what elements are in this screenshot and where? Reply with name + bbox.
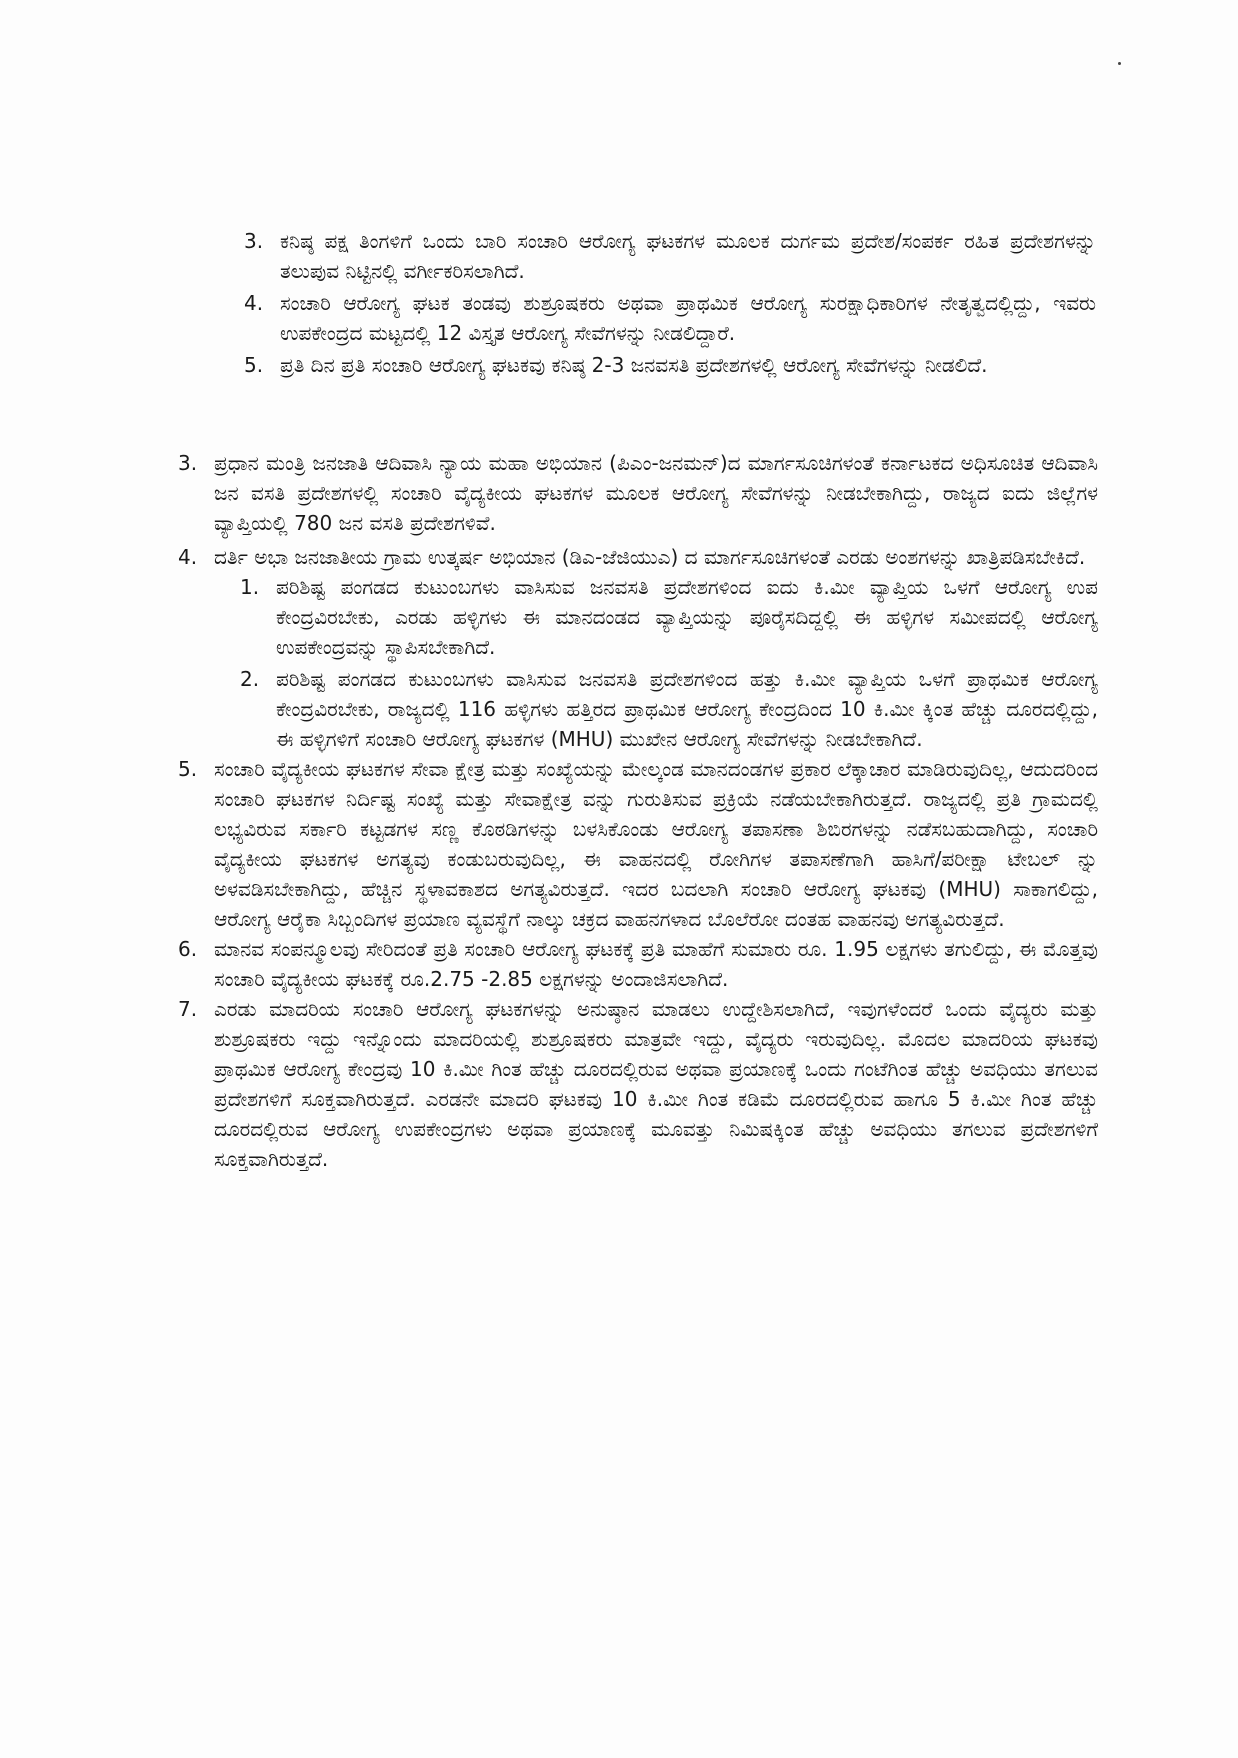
list-item bbox=[178, 754, 1098, 934]
list-item bbox=[244, 226, 1096, 286]
item-number: 3. bbox=[178, 451, 198, 475]
item-text: ಕನಿಷ್ಠ ಪಕ್ಷ ತಿಂಗಳಿಗೆ ಒಂದು ಬಾರಿ ಸಂಚಾರಿ ಆರೋಗ್ಯ ಘಟಕಗಳ ಮೂಲಕ ದುರ್ಗಮ ಪ್ರದೇಶ/ಸಂಪರ್ಕ ರಹಿತ ಪ್ರದೇಶಗಳನ್ನು ತಲುಪುವ ನಿಟ್ಟಿನಲ್ಲಿ ವರ್ಗೀಕರಿಸಲಾಗಿದೆ. bbox=[280, 229, 1096, 283]
item-number: 6. bbox=[178, 937, 198, 961]
list-item bbox=[178, 448, 1098, 538]
item-number: 3. bbox=[244, 229, 264, 253]
list-item bbox=[178, 934, 1098, 994]
item-text: ಪ್ರಧಾನ ಮಂತ್ರಿ ಜನಜಾತಿ ಆದಿವಾಸಿ ನ್ಯಾಯ ಮಹಾ ಅಭಿಯಾನ (ಪಿಎಂ-ಜನಮನ್)ದ ಮಾರ್ಗಸೂಚಿಗಳಂತೆ ಕರ್ನಾಟಕದ ಅಧಿಸೂಚಿತ ಆದಿವಾಸಿ ಜನ ವಸತಿ ಪ್ರದೇಶಗಳಲ್ಲಿ ಸಂಚಾರಿ ವೈದ್ಯಕೀಯ ಘಟಕಗಳ ಮೂಲಕ ಆರೋಗ್ಯ ಸೇವೆಗಳನ್ನು ನೀಡಬೇಕಾಗಿದ್ದು, ರಾಜ್ಯದ ಐದು ಜಿಲ್ಲೆಗಳ ವ್ಯಾಪ್ತಿಯಲ್ಲಿ 780 ಜನ ವಸತಿ ಪ್ರದೇಶಗಳಿವೆ. bbox=[214, 451, 1098, 535]
item-number: 1. bbox=[240, 575, 260, 599]
main-list bbox=[178, 448, 1098, 1174]
top-sublist bbox=[244, 226, 1096, 380]
list-item bbox=[240, 572, 1098, 662]
list-item bbox=[178, 994, 1098, 1174]
item4-sublist bbox=[240, 572, 1098, 754]
item-text: ಸಂಚಾರಿ ವೈದ್ಯಕೀಯ ಘಟಕಗಳ ಸೇವಾ ಕ್ಷೇತ್ರ ಮತ್ತು ಸಂಖ್ಯೆಯನ್ನು ಮೇಲ್ಕಂಡ ಮಾನದಂಡಗಳ ಪ್ರಕಾರ ಲೆಕ್ಕಾಚಾರ ಮಾಡಿರುವುದಿಲ್ಲ, ಆದುದರಿಂದ ಸಂಚಾರಿ ಘಟಕಗಳ ನಿರ್ದಿಷ್ಟ ಸಂಖ್ಯೆ ಮತ್ತು ಸೇವಾಕ್ಷೇತ್ರ ವನ್ನು ಗುರುತಿಸುವ ಪ್ರಕ್ರಿಯೆ ನಡೆಯಬೇಕಾಗಿರುತ್ತದೆ. ರಾಜ್ಯದಲ್ಲಿ ಪ್ರತಿ ಗ್ರಾಮದಲ್ಲಿ ಲಭ್ಯವಿರುವ ಸರ್ಕಾರಿ ಕಟ್ಟಡಗಳ ಸಣ್ಣ ಕೊಠಡಿಗಳನ್ನು ಬಳಸಿಕೊಂಡು ಆರೋಗ್ಯ ತಪಾಸಣಾ ಶಿಬಿರಗಳನ್ನು ನಡೆಸಬಹುದಾಗಿದ್ದು, ಸಂಚಾರಿ ವೈದ್ಯಕೀಯ ಘಟಕಗಳ ಅಗತ್ಯವು ಕಂಡುಬರುವುದಿಲ್ಲ, ಈ ವಾಹನದಲ್ಲಿ ರೋಗಿಗಳ ತಪಾಸಣೆಗಾಗಿ ಹಾಸಿಗೆ/ಪರೀಕ್ಷಾ ಟೇಬಲ್ ನ್ನು ಅಳವಡಿಸಬೇಕಾಗಿದ್ದು, ಹೆಚ್ಚಿನ ಸ್ಥಳಾವಕಾಶದ ಅಗತ್ಯವಿರುತ್ತದೆ. ಇದರ ಬದಲಾಗಿ ಸಂಚಾರಿ ಆರೋಗ್ಯ ಘಟಕವು (MHU) ಸಾಕಾಗಲಿದ್ದು, ಆರೋಗ್ಯ ಆರೈಕಾ ಸಿಬ್ಬಂದಿಗಳ ಪ್ರಯಾಣ ವ್ಯವಸ್ಥೆಗೆ ನಾಲ್ಕು ಚಕ್ರದ ವಾಹನಗಳಾದ ಬೊಲೆರೋ ದಂತಹ ವಾಹನವು ಅಗತ್ಯವಿರುತ್ತದೆ. bbox=[214, 757, 1098, 931]
item-text: ಎರಡು ಮಾದರಿಯ ಸಂಚಾರಿ ಆರೋಗ್ಯ ಘಟಕಗಳನ್ನು ಅನುಷ್ಠಾನ ಮಾಡಲು ಉದ್ದೇಶಿಸಲಾಗಿದೆ, ಇವುಗಳೆಂದರೆ ಒಂದು ವೈದ್ಯರು ಮತ್ತು ಶುಶ್ರೂಷಕರು ಇದ್ದು ಇನ್ನೊಂದು ಮಾದರಿಯಲ್ಲಿ ಶುಶ್ರೂಷಕರು ಮಾತ್ರವೇ ಇದ್ದು, ವೈದ್ಯರು ಇರುವುದಿಲ್ಲ. ಮೊದಲ ಮಾದರಿಯ ಘಟಕವು ಪ್ರಾಥಮಿಕ ಆರೋಗ್ಯ ಕೇಂದ್ರವು 10 ಕಿ.ಮೀ ಗಿಂತ ಹೆಚ್ಚು ದೂರದಲ್ಲಿರುವ ಅಥವಾ ಪ್ರಯಾಣಕ್ಕೆ ಒಂದು ಗಂಟೆಗಿಂತ ಹೆಚ್ಚು ಅವಧಿಯು ತಗಲುವ ಪ್ರದೇಶಗಳಿಗೆ ಸೂಕ್ತವಾಗಿರುತ್ತದೆ. ಎರಡನೇ ಮಾದರಿ ಘಟಕವು 10 ಕಿ.ಮೀ ಗಿಂತ ಕಡಿಮೆ ದೂರದಲ್ಲಿರುವ ಹಾಗೂ 5 ಕಿ.ಮೀ ಗಿಂತ ಹೆಚ್ಚು ದೂರದಲ್ಲಿರುವ ಆರೋಗ್ಯ ಉಪಕೇಂದ್ರಗಳು ಅಥವಾ ಪ್ರಯಾಣಕ್ಕೆ ಮೂವತ್ತು ನಿಮಿಷಕ್ಕಿಂತ ಹೆಚ್ಚು ಅವಧಿಯು ತಗಲುವ ಪ್ರದೇಶಗಳಿಗೆ ಸೂಕ್ತವಾಗಿರುತ್ತದೆ. bbox=[214, 997, 1098, 1171]
item-text: ಮಾನವ ಸಂಪನ್ಮೂಲವು ಸೇರಿದಂತೆ ಪ್ರತಿ ಸಂಚಾರಿ ಆರೋಗ್ಯ ಘಟಕಕ್ಕೆ ಪ್ರತಿ ಮಾಹೆಗೆ ಸುಮಾರು ರೂ. 1.95 ಲಕ್ಷಗಳು ತಗುಲಿದ್ದು, ಈ ಮೊತ್ತವು ಸಂಚಾರಿ ವೈದ್ಯಕೀಯ ಘಟಕಕ್ಕೆ ರೂ.2.75 -2.85 ಲಕ್ಷಗಳನ್ನು ಅಂದಾಜಿಸಲಾಗಿದೆ. bbox=[214, 937, 1098, 991]
list-item bbox=[244, 288, 1096, 348]
item-number: 4. bbox=[178, 545, 198, 569]
item-text: ಪರಿಶಿಷ್ಟ ಪಂಗಡದ ಕುಟುಂಬಗಳು ವಾಸಿಸುವ ಜನವಸತಿ ಪ್ರದೇಶಗಳಿಂದ ಐದು ಕಿ.ಮೀ ವ್ಯಾಪ್ತಿಯ ಒಳಗೆ ಆರೋಗ್ಯ ಉಪ ಕೇಂದ್ರವಿರಬೇಕು, ಎರಡು ಹಳ್ಳಿಗಳು ಈ ಮಾನದಂಡದ ವ್ಯಾಪ್ತಿಯನ್ನು ಪೂರೈಸದಿದ್ದಲ್ಲಿ ಈ ಹಳ್ಳಿಗಳ ಸಮೀಪದಲ್ಲಿ ಆರೋಗ್ಯ ಉಪಕೇಂದ್ರವನ್ನು ಸ್ಥಾಪಿಸಬೇಕಾಗಿದೆ. bbox=[276, 575, 1098, 659]
item-text: ಪ್ರತಿ ದಿನ ಪ್ರತಿ ಸಂಚಾರಿ ಆರೋಗ್ಯ ಘಟಕವು ಕನಿಷ್ಠ 2-3 ಜನವಸತಿ ಪ್ರದೇಶಗಳಲ್ಲಿ ಆರೋಗ್ಯ ಸೇವೆಗಳನ್ನು ನೀಡಲಿದೆ. bbox=[280, 353, 988, 377]
item-text: ದರ್ತಿ ಅಭಾ ಜನಜಾತೀಯ ಗ್ರಾಮ ಉತ್ಕರ್ಷ ಅಭಿಯಾನ (ಡಿಎ-ಜೆಜಿಯುಎ) ದ ಮಾರ್ಗಸೂಚಿಗಳಂತೆ ಎರಡು ಅಂಶಗಳನ್ನು ಖಾತ್ರಿಪಡಿಸಬೇಕಿದೆ. bbox=[214, 545, 1086, 569]
item-text: ಸಂಚಾರಿ ಆರೋಗ್ಯ ಘಟಕ ತಂಡವು ಶುಶ್ರೂಷಕರು ಅಥವಾ ಪ್ರಾಥಮಿಕ ಆರೋಗ್ಯ ಸುರಕ್ಷಾಧಿಕಾರಿಗಳ ನೇತೃತ್ವದಲ್ಲಿದ್ದು, ಇವರು ಉಪಕೇಂದ್ರದ ಮಟ್ಟದಲ್ಲಿ 12 ವಿಸ್ತೃತ ಆರೋಗ್ಯ ಸೇವೆಗಳನ್ನು ನೀಡಲಿದ್ದಾರೆ. bbox=[280, 291, 1096, 345]
item-number: 4. bbox=[244, 291, 264, 315]
list-item bbox=[178, 542, 1098, 572]
item-number: 5. bbox=[178, 757, 198, 781]
list-item bbox=[240, 664, 1098, 754]
scan-speck bbox=[1118, 62, 1121, 65]
item-number: 2. bbox=[240, 667, 260, 691]
list-item bbox=[244, 350, 1096, 380]
item-number: 7. bbox=[178, 997, 198, 1021]
item-text: ಪರಿಶಿಷ್ಟ ಪಂಗಡದ ಕುಟುಂಬಗಳು ವಾಸಿಸುವ ಜನವಸತಿ ಪ್ರದೇಶಗಳಿಂದ ಹತ್ತು ಕಿ.ಮೀ ವ್ಯಾಪ್ತಿಯ ಒಳಗೆ ಪ್ರಾಥಮಿಕ ಆರೋಗ್ಯ ಕೇಂದ್ರವಿರಬೇಕು, ರಾಜ್ಯದಲ್ಲಿ 116 ಹಳ್ಳಿಗಳು ಹತ್ತಿರದ ಪ್ರಾಥಮಿಕ ಆರೋಗ್ಯ ಕೇಂದ್ರದಿಂದ 10 ಕಿ.ಮೀ ಕ್ಕಿಂತ ಹೆಚ್ಚು ದೂರದಲ್ಲಿದ್ದು, ಈ ಹಳ್ಳಿಗಳಿಗೆ ಸಂಚಾರಿ ಆರೋಗ್ಯ ಘಟಕಗಳ (MHU) ಮುಖೇನ ಆರೋಗ್ಯ ಸೇವೆಗಳನ್ನು ನೀಡಬೇಕಾಗಿದೆ. bbox=[276, 667, 1098, 751]
item-number: 5. bbox=[244, 353, 264, 377]
